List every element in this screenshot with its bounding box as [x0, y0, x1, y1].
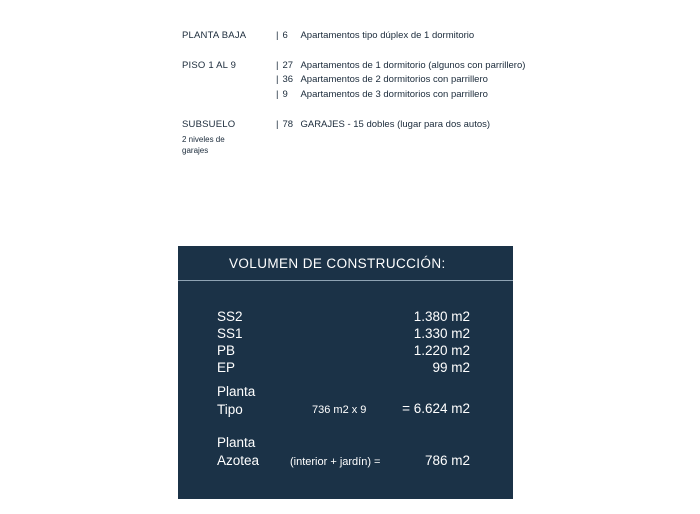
planta-azotea-line1: Planta [217, 435, 256, 450]
planta-tipo-line1: Planta [217, 384, 256, 399]
floor-note: 2 niveles de garajes [182, 135, 225, 155]
volume-item-value: 1.380 m2 [413, 309, 470, 324]
planta-azotea-calc: (interior + jardín) = [290, 456, 381, 468]
volume-panel [178, 246, 513, 499]
volume-item-name: SS1 [217, 326, 243, 341]
floor-row: | 36 Apartamentos de 2 dormitorios con parrillero [276, 74, 488, 85]
volume-item-name: PB [217, 343, 236, 358]
floor-label: PISO 1 AL 9 [182, 60, 237, 71]
floor-row: | 9 Apartamentos de 3 dormitorios con parrillero [276, 89, 488, 100]
volume-item-name: SS2 [217, 309, 243, 324]
volume-item-value: 1.330 m2 [413, 326, 470, 341]
planta-tipo-value: = 6.624 m2 [402, 401, 470, 416]
floor-label: SUBSUELO [182, 119, 236, 130]
planta-azotea-line2: Azotea [217, 453, 260, 468]
planta-tipo-line2: Tipo [217, 402, 243, 417]
floor-row: | 27 Apartamentos de 1 dormitorio (algunos con parrillero) [276, 60, 526, 71]
volume-item-value: 99 m2 [432, 360, 470, 375]
divider [178, 280, 513, 281]
volume-title: VOLUMEN DE CONSTRUCCIÓN: [229, 256, 446, 271]
volume-item-value: 1.220 m2 [413, 343, 470, 358]
floor-row: | 6 Apartamentos tipo dúplex de 1 dormitorio [276, 30, 475, 41]
volume-item-name: EP [217, 360, 236, 375]
planta-tipo-calc: 736 m2 x 9 [312, 404, 367, 416]
planta-azotea-value: 786 m2 [424, 453, 470, 468]
floor-label: PLANTA BAJA [182, 30, 247, 41]
floor-row: | 78 GARAJES - 15 dobles (lugar para dos autos) [276, 119, 491, 130]
